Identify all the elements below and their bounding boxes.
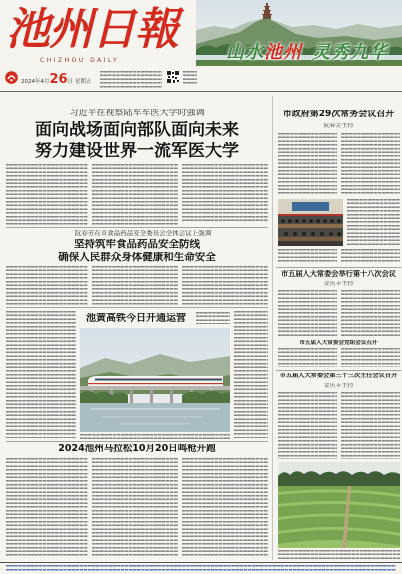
gov-meeting-body-col-3 — [278, 249, 337, 264]
gov-meeting-body-col-2 — [341, 133, 400, 196]
farmland-photo-caption — [278, 550, 400, 559]
food-safety-headline-2: 确保人民群众身体健康和生命安全 — [58, 252, 216, 263]
date-day-suffix: 日 — [67, 79, 74, 85]
marathon-body-col-1 — [6, 458, 88, 556]
railway-intro-text — [196, 312, 230, 324]
lead-headline-1: 面向战场面向部队面向未来 — [35, 121, 239, 140]
masthead-rule — [0, 91, 402, 92]
npc-session-body-col-2 — [341, 290, 400, 337]
lead-body-col-3 — [182, 164, 268, 221]
railway-photo-caption — [80, 434, 230, 439]
railway-body-text — [234, 311, 268, 438]
section-divider — [276, 370, 401, 371]
lead-kicker: 习近平在视察陆军军医大学时强调 — [69, 109, 205, 118]
npc-directors-body-col-2 — [341, 392, 400, 459]
date-day: 26 — [49, 72, 68, 86]
npc-directors-byline: 金庆丰主持 — [323, 383, 354, 389]
meeting-photo — [278, 199, 343, 246]
date-weekday: 星期五 — [73, 79, 92, 85]
marathon-body-col-2 — [92, 458, 178, 556]
npc-party-group-body-col-2 — [341, 348, 400, 367]
railway-headline: 池黄高铁今日开通运营 — [86, 313, 186, 324]
qr-code — [166, 70, 180, 84]
gov-meeting-body-col-4 — [341, 249, 400, 264]
high-speed-train-photo — [80, 328, 230, 432]
food-safety-kicker: 阮春芳在市食品药品安全委员会全体会议上强调 — [74, 230, 212, 237]
footer-info-text — [6, 565, 396, 571]
masthead-title: 池州日報 — [6, 4, 178, 55]
masthead-subtitle: CHIZHOU DAILY — [40, 57, 120, 64]
section-divider — [6, 441, 268, 442]
footer-rule — [0, 562, 402, 563]
slogan-part-2: 池州 — [264, 42, 302, 62]
npc-session-body-col-1 — [278, 290, 337, 337]
marathon-body-col-3 — [182, 458, 268, 556]
farmland-photo — [278, 462, 400, 548]
gov-meeting-byline: 阮春芳主持 — [323, 123, 354, 129]
npc-party-group-headline: 市五届人大常委会党组会议召开 — [299, 340, 378, 346]
lead-body-col-1 — [6, 164, 88, 225]
food-safety-headline-1: 坚持筑牢食品药品安全防线 — [74, 239, 200, 250]
section-divider — [276, 267, 401, 268]
lead-headline-2: 努力建设世界一流军医大学 — [35, 142, 239, 161]
gov-meeting-headline: 市政府第29次常务会议召开 — [282, 110, 395, 119]
npc-session-byline: 金庆丰主持 — [323, 281, 354, 287]
food-safety-body-col-1 — [6, 266, 88, 305]
hotline-info-text — [183, 71, 197, 86]
date-year-month: 2024年4月 — [21, 79, 50, 85]
dateline — [21, 70, 99, 86]
newspaper-logo — [5, 71, 18, 84]
gov-meeting-body-col-1 — [278, 133, 337, 196]
publication-info-text — [100, 71, 162, 88]
gov-meeting-side-text — [347, 199, 400, 246]
column-divider — [272, 96, 273, 560]
slogan-part-1: 山水 — [226, 42, 264, 62]
npc-session-headline: 市五届人大常委会举行第十八次会议 — [280, 270, 396, 278]
marathon-headline: 2024池州马拉松10月20日鸣枪开跑 — [58, 444, 216, 454]
lead-body-col-2 — [92, 164, 178, 225]
food-safety-body-col-2 — [92, 266, 178, 305]
npc-directors-headline: 市五届人大常委会第三十三次主任会议召开 — [279, 373, 398, 379]
railway-side-text — [6, 311, 76, 438]
food-safety-body-col-3 — [182, 266, 268, 305]
section-divider — [6, 227, 268, 228]
banner-slogan — [226, 38, 398, 62]
npc-party-group-body-col-1 — [278, 348, 337, 367]
section-divider — [6, 307, 268, 308]
npc-directors-body-col-1 — [278, 392, 337, 459]
slogan-part-3: 灵秀九华 — [312, 42, 388, 62]
